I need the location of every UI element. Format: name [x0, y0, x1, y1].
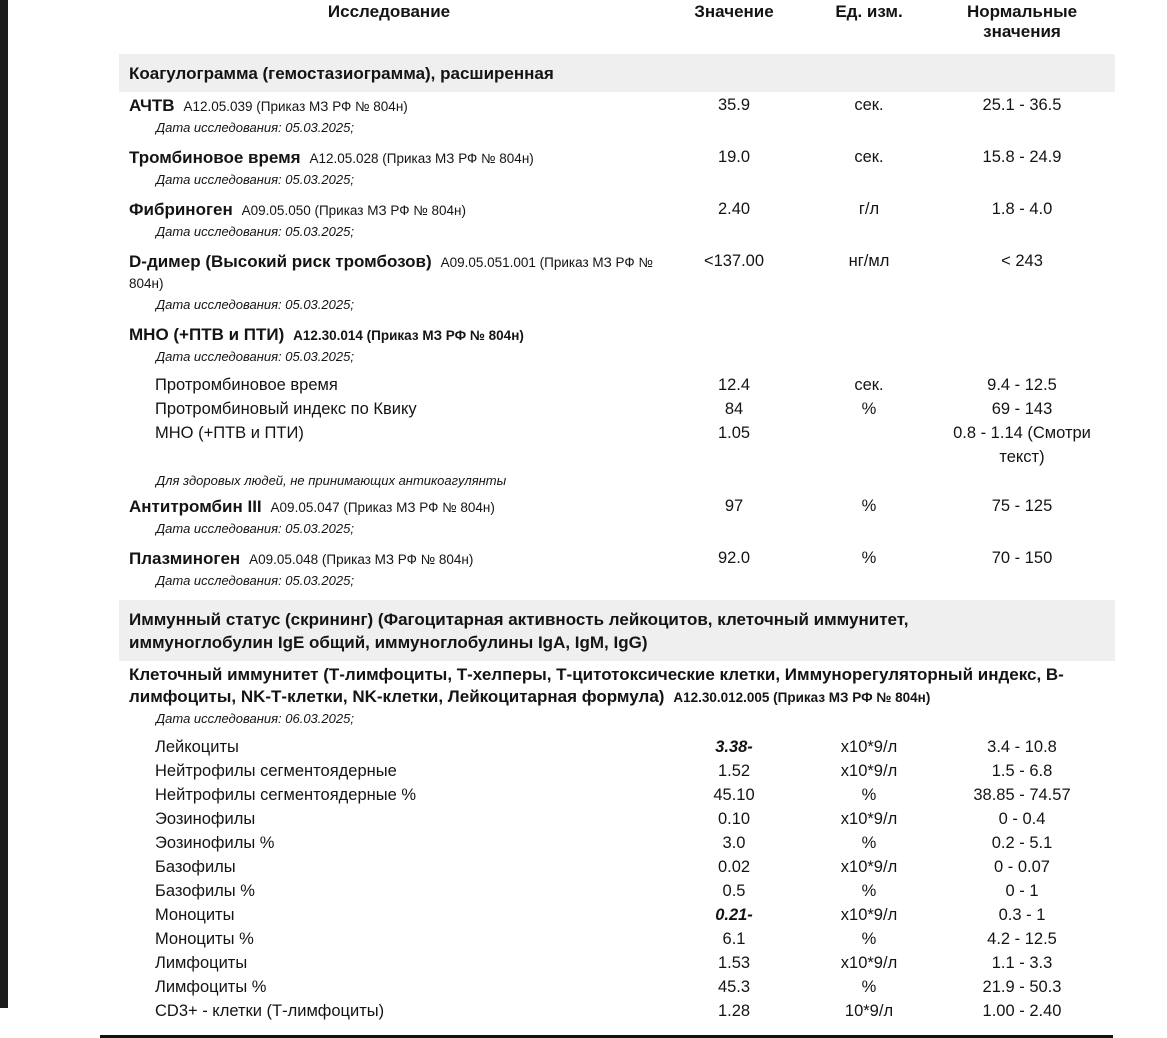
sub-test-row — [119, 999, 1115, 1023]
sub-test-name: Лимфоциты — [155, 954, 248, 972]
test-row — [119, 92, 1115, 135]
value-cell: 0.10 — [717, 810, 751, 828]
unit-cell: х10*9/л — [840, 762, 898, 780]
test-code: А12.30.012.005 (Приказ МЗ РФ № 804н) — [673, 690, 931, 705]
value-cell: 84 — [724, 400, 744, 418]
normal-range-cell: 15.8 - 24.9 — [982, 148, 1062, 166]
test-code: А09.05.050 (Приказ МЗ РФ № 804н) — [241, 203, 466, 218]
test-name-cell — [119, 251, 659, 294]
test-name: Плазминоген — [129, 549, 241, 568]
study-date: Дата исследования: 05.03.2025; — [156, 297, 354, 312]
test-code: А12.30.014 (Приказ МЗ РФ № 804н) — [293, 328, 524, 343]
study-date: Дата исследования: 06.03.2025; — [156, 711, 354, 726]
value-cell: 0.21- — [715, 906, 753, 924]
test-row — [119, 248, 1115, 312]
normal-range-cell: 0 - 1 — [1005, 882, 1039, 900]
unit-cell: сек. — [854, 148, 884, 166]
report-table — [119, 54, 1115, 1023]
sub-test-row — [119, 831, 1115, 855]
study-date: Дата исследования: 05.03.2025; — [156, 573, 354, 588]
test-code: А09.05.051.001 (Приказ МЗ РФ № 804н) — [129, 255, 653, 291]
sub-test-row — [119, 903, 1115, 927]
test-row — [119, 545, 1115, 588]
sub-test-name: Моноциты % — [155, 930, 254, 948]
unit-cell: 10*9/л — [844, 1002, 894, 1020]
test-name-cell — [119, 147, 659, 169]
unit-cell: г/л — [858, 200, 880, 218]
sub-test-name: Базофилы — [155, 858, 236, 876]
table-header-row — [119, 2, 1115, 42]
unit-cell: % — [861, 497, 877, 515]
test-code: А12.05.028 (Приказ МЗ РФ № 804н) — [309, 151, 534, 166]
sub-test-name: Протромбиновый индекс по Квику — [155, 400, 417, 418]
value-cell: <137.00 — [703, 252, 765, 270]
test-name: Фибриноген — [129, 200, 233, 219]
test-title-line — [119, 196, 1115, 221]
normal-range-cell: 1.1 - 3.3 — [991, 954, 1053, 972]
sub-test-name: Базофилы % — [155, 882, 255, 900]
value-cell: 1.28 — [717, 1002, 751, 1020]
sub-test-name: Лейкоциты — [155, 738, 239, 756]
value-cell: 0.02 — [717, 858, 751, 876]
unit-cell: х10*9/л — [840, 810, 898, 828]
sub-test-row — [119, 855, 1115, 879]
test-code: А09.05.048 (Приказ МЗ РФ № 804н) — [249, 552, 474, 567]
section-header — [119, 600, 1115, 661]
value-cell: 92.0 — [717, 549, 751, 567]
section-header — [119, 54, 1115, 92]
test-name-cell — [119, 324, 659, 346]
value-cell: 1.05 — [717, 424, 751, 442]
left-edge-strip — [0, 0, 8, 1008]
test-name: Тромбиновое время — [129, 148, 301, 167]
normal-range-cell: 25.1 - 36.5 — [982, 96, 1062, 114]
study-date: Дата исследования: 05.03.2025; — [156, 224, 354, 239]
sub-test-name: Лимфоциты % — [155, 978, 267, 996]
normal-range-cell: 0.8 - 1.14 (Смотри текст) — [953, 424, 1091, 466]
value-cell: 12.4 — [717, 376, 751, 394]
value-cell: 3.0 — [722, 834, 746, 852]
sub-test-row — [119, 807, 1115, 831]
value-cell: 6.1 — [722, 930, 746, 948]
value-cell: 1.52 — [717, 762, 751, 780]
unit-cell: сек. — [854, 376, 884, 394]
normal-range-cell: 69 - 143 — [991, 400, 1053, 418]
test-row — [119, 196, 1115, 239]
test-title-line — [119, 248, 1115, 294]
section-title: Коагулограмма (гемостазиограмма), расширенная — [129, 64, 554, 83]
unit-cell: х10*9/л — [840, 858, 898, 876]
unit-cell: х10*9/л — [840, 954, 898, 972]
test-row — [119, 144, 1115, 187]
test-name-cell — [119, 496, 659, 518]
normal-range-cell: 0.2 - 5.1 — [991, 834, 1053, 852]
test-code: А12.05.039 (Приказ МЗ РФ № 804н) — [183, 99, 408, 114]
unit-cell: % — [861, 786, 877, 804]
test-title-line — [119, 545, 1115, 570]
test-name-cell — [119, 664, 1064, 708]
test-row — [119, 321, 1115, 364]
sub-test-row — [119, 783, 1115, 807]
unit-cell: х10*9/л — [840, 906, 898, 924]
unit-cell: сек. — [854, 96, 884, 114]
test-name: D-димер (Высокий риск тромбозов) — [129, 252, 432, 271]
sub-test-row — [119, 975, 1115, 999]
value-cell: 1.53 — [717, 954, 751, 972]
normal-range-cell: < 243 — [1001, 252, 1043, 270]
normal-range-cell: 70 - 150 — [991, 549, 1053, 567]
value-cell: 19.0 — [717, 148, 751, 166]
unit-cell: % — [861, 549, 877, 567]
column-header-value: Значение — [694, 2, 774, 21]
unit-cell: х10*9/л — [840, 738, 898, 756]
test-name-cell — [119, 199, 659, 221]
value-cell: 2.40 — [717, 200, 751, 218]
normal-range-cell: 0 - 0.4 — [998, 810, 1046, 828]
test-name: Антитромбин III — [129, 497, 262, 516]
normal-range-cell: 0.3 - 1 — [998, 906, 1046, 924]
unit-cell: % — [861, 400, 877, 418]
value-cell: 3.38- — [715, 738, 753, 756]
column-header-test: Исследование — [327, 2, 451, 21]
test-code: А09.05.047 (Приказ МЗ РФ № 804н) — [270, 500, 495, 515]
section-title: Иммунный статус (скрининг) (Фагоцитарная активность лейкоцитов, клеточный иммунитет, иммуноглобулин IgE общий, иммуноглобулины IgA, IgM, IgG) — [129, 610, 909, 652]
sub-test-row — [119, 927, 1115, 951]
sub-test-name: Эозинофилы — [155, 810, 256, 828]
value-cell: 97 — [724, 497, 744, 515]
study-date: Дата исследования: 05.03.2025; — [156, 120, 354, 135]
test-title-line — [119, 92, 1115, 117]
sub-test-row — [119, 735, 1115, 759]
unit-cell: % — [861, 930, 877, 948]
unit-cell: нг/мл — [848, 252, 890, 270]
sub-test-row — [119, 373, 1115, 397]
study-date: Дата исследования: 05.03.2025; — [156, 172, 354, 187]
normal-range-cell: 38.85 - 74.57 — [973, 786, 1071, 804]
study-date: Дата исследования: 05.03.2025; — [156, 521, 354, 536]
normal-range-cell: 75 - 125 — [991, 497, 1053, 515]
sub-test-name: CD3+ - клетки (Т-лимфоциты) — [155, 1002, 385, 1020]
normal-range-cell: 0 - 0.07 — [994, 858, 1050, 876]
test-title-line — [119, 321, 1115, 346]
normal-range-cell: 21.9 - 50.3 — [982, 978, 1062, 996]
test-row — [119, 661, 1115, 726]
test-name-cell — [119, 95, 659, 117]
normal-range-cell: 4.2 - 12.5 — [987, 930, 1057, 948]
value-cell: 45.10 — [713, 786, 755, 804]
test-name: МНО (+ПТВ и ПТИ) — [129, 325, 285, 344]
sub-test-row — [119, 421, 1115, 469]
sub-test-row — [119, 397, 1115, 421]
sub-test-name: Моноциты — [155, 906, 235, 924]
test-title-line — [119, 661, 1115, 708]
test-name-cell — [119, 548, 659, 570]
normal-range-cell: 1.8 - 4.0 — [991, 200, 1053, 218]
sub-test-name: Протромбиновое время — [155, 376, 338, 394]
normal-range-cell: 3.4 - 10.8 — [987, 738, 1057, 756]
test-title-line — [119, 493, 1115, 518]
normal-range-cell: 1.5 - 6.8 — [991, 762, 1053, 780]
sub-test-row — [119, 879, 1115, 903]
sub-test-name: Нейтрофилы сегментоядерные % — [155, 786, 417, 804]
value-cell: 0.5 — [722, 882, 746, 900]
reference-note: Для здоровых людей, не принимающих антикоагулянты — [156, 473, 507, 488]
test-row — [119, 493, 1115, 536]
column-header-unit: Ед. изм. — [835, 2, 903, 21]
test-name: Клеточный иммунитет (Т-лимфоциты, Т-хелперы, Т-цитотоксические клетки, Иммунорегуляторный индекс, В-лимфоциты, NK-Т-клетки, NK-клетки, Лейкоцитарная формула) — [129, 665, 1064, 706]
sub-test-name: МНО (+ПТВ и ПТИ) — [155, 424, 304, 442]
unit-cell: % — [861, 834, 877, 852]
column-header-normal: Нормальные значения — [966, 2, 1078, 41]
lab-report-document — [119, 0, 1115, 1038]
value-cell: 45.3 — [717, 978, 751, 996]
sub-test-name: Эозинофилы % — [155, 834, 275, 852]
sub-test-row — [119, 951, 1115, 975]
normal-range-cell: 1.00 - 2.40 — [982, 1002, 1062, 1020]
sub-test-name: Нейтрофилы сегментоядерные — [155, 762, 397, 780]
test-name: АЧТВ — [129, 96, 175, 115]
unit-cell: % — [861, 978, 877, 996]
unit-cell: % — [861, 882, 877, 900]
study-date: Дата исследования: 05.03.2025; — [156, 349, 354, 364]
sub-test-row — [119, 759, 1115, 783]
normal-range-cell: 9.4 - 12.5 — [987, 376, 1057, 394]
test-title-line — [119, 144, 1115, 169]
value-cell: 35.9 — [717, 96, 751, 114]
